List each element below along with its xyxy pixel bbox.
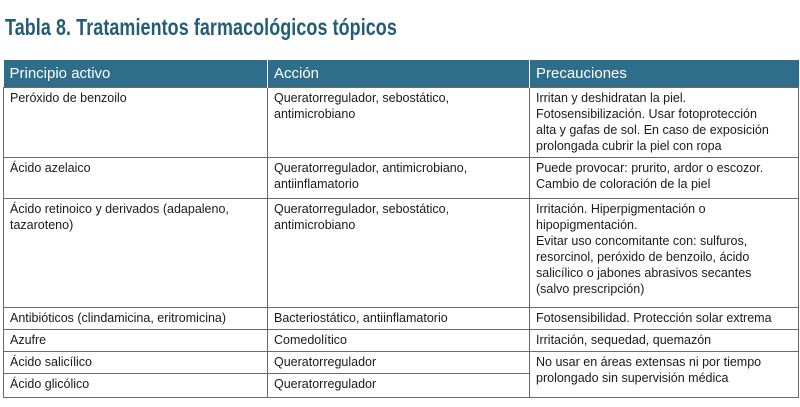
cell-principio: Ácido retinoico y derivados (adapaleno, tazaroteno) [4, 198, 268, 307]
cell-accion: Queratorregulador, sebostático, antimicrobiano [268, 198, 530, 307]
cell-principio: Peróxido de benzoilo [4, 87, 268, 157]
cell-accion: Queratorregulador [268, 351, 530, 373]
cell-accion: Queratorregulador [268, 373, 530, 397]
cell-precauciones: Irritación, sequedad, quemazón [530, 329, 799, 351]
cell-precauciones: Fotosensibilidad. Protección solar extrema [530, 307, 799, 329]
cell-accion: Bacteriostático, antiinflamatorio [268, 307, 530, 329]
cell-principio: Antibióticos (clindamicina, eritromicina) [4, 307, 268, 329]
cell-principio: Ácido azelaico [4, 157, 268, 198]
cell-accion: Comedolítico [268, 329, 530, 351]
table-row [4, 198, 799, 307]
table-row [4, 329, 799, 351]
cell-principio: Ácido glicólico [4, 373, 268, 397]
cell-accion: Queratorregulador, sebostático, antimicrobiano [268, 87, 530, 157]
cell-accion: Queratorregulador, antimicrobiano, antiinflamatorio [268, 157, 530, 198]
cell-principio: Azufre [4, 329, 268, 351]
header-precauciones: Precauciones [530, 60, 799, 87]
cell-precauciones: Irritación. Hiperpigmentación o hipopigmentación. Evitar uso concomitante con: sulfuros, resorcinol, peróxido de benzoilo, ácido salicílico o jabones abrasivos secantes (salvo prescripción) [530, 198, 799, 307]
table-row [4, 307, 799, 329]
table-row [4, 157, 799, 198]
table-header-row [4, 60, 799, 87]
cell-precauciones: Puede provocar: prurito, ardor o escozor. Cambio de coloración de la piel [530, 157, 799, 198]
table-row [4, 87, 799, 157]
table-row [4, 351, 799, 373]
header-accion: Acción [268, 60, 530, 87]
cell-precauciones: Irritan y deshidratan la piel. Fotosensibilización. Usar fotoprotección alta y gafas de sol. En caso de exposición prolongada cubrir la piel con ropa [530, 87, 799, 157]
cell-principio: Ácido salicílico [4, 351, 268, 373]
treatments-table [3, 60, 799, 398]
table-title: Tabla 8. Tratamientos farmacológicos tópicos [5, 14, 397, 40]
header-principio-activo: Principio activo [4, 60, 268, 87]
cell-precauciones: No usar en áreas extensas ni por tiempo prolongado sin supervisión médica [530, 351, 799, 397]
